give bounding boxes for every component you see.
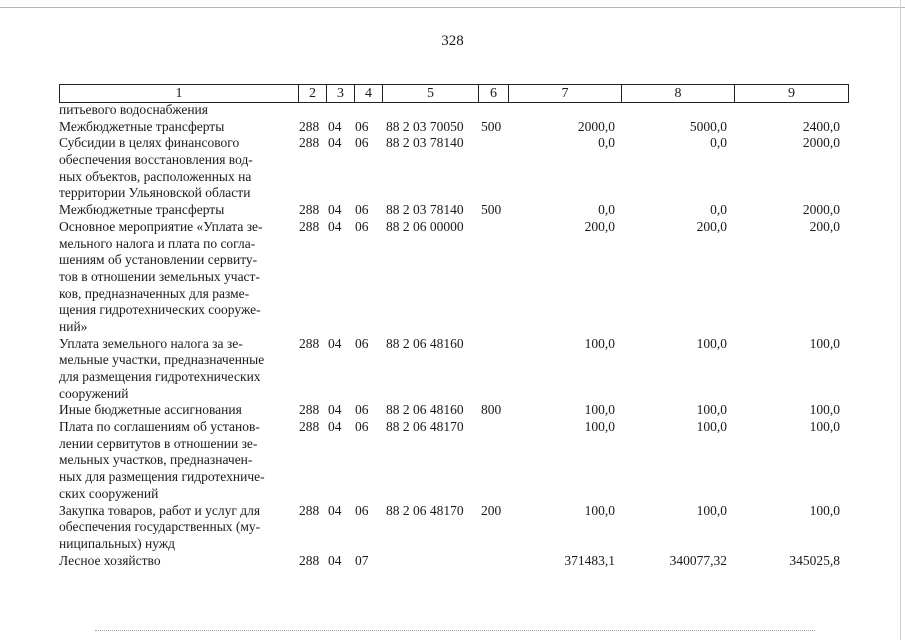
row-name-line: Субсидии в целях финансового [59,135,240,151]
row-code: 288 [299,335,320,351]
row-value-col8 [619,553,727,570]
row-section: 04 [328,552,342,568]
row-name-line: Иные бюджетные ассигнования [59,402,242,418]
row-name-line: ных объектов, расположенных на [59,168,252,184]
row-target-article: 88 2 06 48170 [386,502,464,518]
row-subsection: 06 [355,118,369,134]
row-target-article: 88 2 06 48170 [386,419,464,435]
table-row [59,135,849,202]
row-name-line: Лесное хозяйство [59,552,161,568]
row-value-col9 [731,202,840,219]
row-value-col7 [509,402,615,419]
row-value: 100,0 [696,335,727,351]
table-row [59,219,849,336]
row-subsection: 06 [355,502,369,518]
row-section: 04 [328,402,342,418]
row-section: 04 [328,502,342,518]
scan-edge-right [900,0,901,640]
row-value-col9 [731,402,840,419]
row-value-col9 [731,219,840,236]
row-code: 288 [299,135,320,151]
row-code: 288 [299,419,320,435]
row-section: 04 [328,118,342,134]
row-value-col7 [509,202,615,219]
row-subsection: 06 [355,218,369,234]
row-section: 04 [328,335,342,351]
row-name-line: шениям об установлении сервиту- [59,252,258,268]
col-header-4: 4 [355,85,383,103]
row-target-article: 88 2 06 00000 [386,218,464,234]
page-number: 328 [441,33,464,49]
row-value-col7 [509,135,615,152]
row-value-col7 [509,119,615,136]
row-expense-type: 500 [481,118,502,134]
row-section: 04 [328,419,342,435]
row-name [59,135,295,202]
row-subsection: 06 [355,419,369,435]
row-code: 288 [299,552,320,568]
row-name-line: ских сооружений [59,485,159,501]
row-expense-type: 500 [481,202,502,218]
row-value-col7 [509,419,615,436]
row-name-line: ков, предназначенных для разме- [59,285,250,301]
col-header-9: 9 [735,85,849,103]
row-name-line: мельного налога и плата по согла- [59,235,256,251]
row-name [59,219,295,336]
row-name-line: мельные участки, предназначенные [59,352,265,368]
row-section: 04 [328,135,342,151]
col-header-3: 3 [327,85,355,103]
row-value-col7 [509,553,615,570]
col-header-2: 2 [299,85,327,103]
row-value: 200,0 [696,218,727,234]
row-value-col7 [509,219,615,236]
row-value-col9 [731,119,840,136]
table-row [59,202,849,219]
table-row [59,503,849,553]
row-name-line: для размещения гидротехнических [59,369,261,384]
row-name-line: питьевого водоснабжения [59,102,208,117]
scan-edge-bottom [95,630,815,632]
row-value-col9 [731,419,840,436]
row-name-line: щения гидротехнических сооруже- [59,302,261,318]
row-expense-type: 800 [481,402,502,418]
row-value-col8 [619,402,727,419]
row-value: 100,0 [809,419,840,435]
row-name [59,119,295,136]
row-value: 2400,0 [802,118,840,134]
row-value: 2000,0 [802,202,840,218]
row-code: 288 [299,202,320,218]
row-name-line: Межбюджетные трансферты [59,202,225,218]
row-target-article: 88 2 06 48160 [386,335,464,351]
row-value: 0,0 [598,135,615,151]
row-value: 100,0 [696,402,727,418]
table-row [59,402,849,419]
row-code: 288 [299,402,320,418]
table-row [59,102,849,119]
row-name-line: Межбюджетные трансферты [59,118,225,134]
col-header-8: 8 [622,85,735,103]
row-value: 100,0 [584,402,615,418]
row-value: 100,0 [809,402,840,418]
row-value: 200,0 [809,218,840,234]
row-name [59,553,295,570]
row-value: 100,0 [809,502,840,518]
row-value-col9 [731,336,840,353]
col-header-5: 5 [383,85,479,103]
table-row [59,119,849,136]
row-name-line: тов в отношении земельных участ- [59,268,260,284]
budget-table-body [59,102,849,569]
row-name-line: сооружений [59,385,129,401]
header-row [60,85,849,103]
row-section: 04 [328,202,342,218]
row-value-col8 [619,503,727,520]
row-value-col8 [619,336,727,353]
row-name-line: мельных участков, предназначен- [59,452,253,468]
row-name [59,336,295,403]
row-name [59,202,295,219]
row-name [59,503,295,553]
row-value-col8 [619,135,727,152]
row-value-col7 [509,336,615,353]
row-value: 100,0 [584,502,615,518]
row-name-line: ных для размещения гидротехниче- [59,469,265,485]
row-value: 0,0 [710,135,727,151]
row-value: 2000,0 [802,135,840,151]
row-target-article: 88 2 06 48160 [386,402,464,418]
row-name-line: Уплата земельного налога за зе- [59,335,243,351]
row-value: 371483,1 [564,552,615,568]
table-row [59,336,849,403]
table-row [59,553,849,570]
row-value: 2000,0 [577,118,615,134]
row-value-col9 [731,553,840,570]
row-code: 288 [299,118,320,134]
row-value: 100,0 [809,335,840,351]
row-value-col8 [619,219,727,236]
row-target-article: 88 2 03 78140 [386,135,464,151]
row-subsection: 06 [355,335,369,351]
row-target-article: 88 2 03 78140 [386,202,464,218]
row-name [59,402,295,419]
row-value: 200,0 [584,218,615,234]
row-name-line: обеспечения государственных (му- [59,519,261,535]
row-expense-type: 200 [481,502,502,518]
row-value: 0,0 [710,202,727,218]
row-subsection: 07 [355,552,369,568]
row-name-line: ний» [59,318,88,334]
row-name [59,419,295,502]
row-value: 100,0 [584,335,615,351]
row-value-col8 [619,419,727,436]
row-value-col8 [619,202,727,219]
row-code: 288 [299,218,320,234]
row-name-line: Закупка товаров, работ и услуг для [59,502,261,518]
row-subsection: 06 [355,402,369,418]
col-header-1: 1 [60,85,299,103]
row-name-line: территории Ульяновской области [59,185,251,201]
col-header-6: 6 [479,85,509,103]
row-subsection: 06 [355,202,369,218]
row-value: 340077,32 [669,552,727,568]
row-name [59,102,295,119]
row-value: 0,0 [598,202,615,218]
row-name-line: ниципальных) нужд [59,535,176,551]
row-section: 04 [328,218,342,234]
column-header-table [59,84,849,103]
col-header-7: 7 [509,85,622,103]
row-value: 100,0 [584,419,615,435]
row-subsection: 06 [355,135,369,151]
table-row [59,419,849,502]
row-value-col7 [509,503,615,520]
row-value-col8 [619,119,727,136]
scan-edge-top [0,7,905,8]
row-code: 288 [299,502,320,518]
row-name-line: лении сервитутов в отношении зе- [59,435,258,451]
row-name-line: обеспечения восстановления вод- [59,152,253,168]
row-target-article: 88 2 03 70050 [386,118,464,134]
row-value: 345025,8 [789,552,840,568]
row-name-line: Основное мероприятие «Уплата зе- [59,218,263,234]
row-value-col9 [731,135,840,152]
row-value: 5000,0 [689,118,727,134]
row-value-col9 [731,503,840,520]
row-value: 100,0 [696,419,727,435]
row-value: 100,0 [696,502,727,518]
row-name-line: Плата по соглашениям об установ- [59,419,260,435]
